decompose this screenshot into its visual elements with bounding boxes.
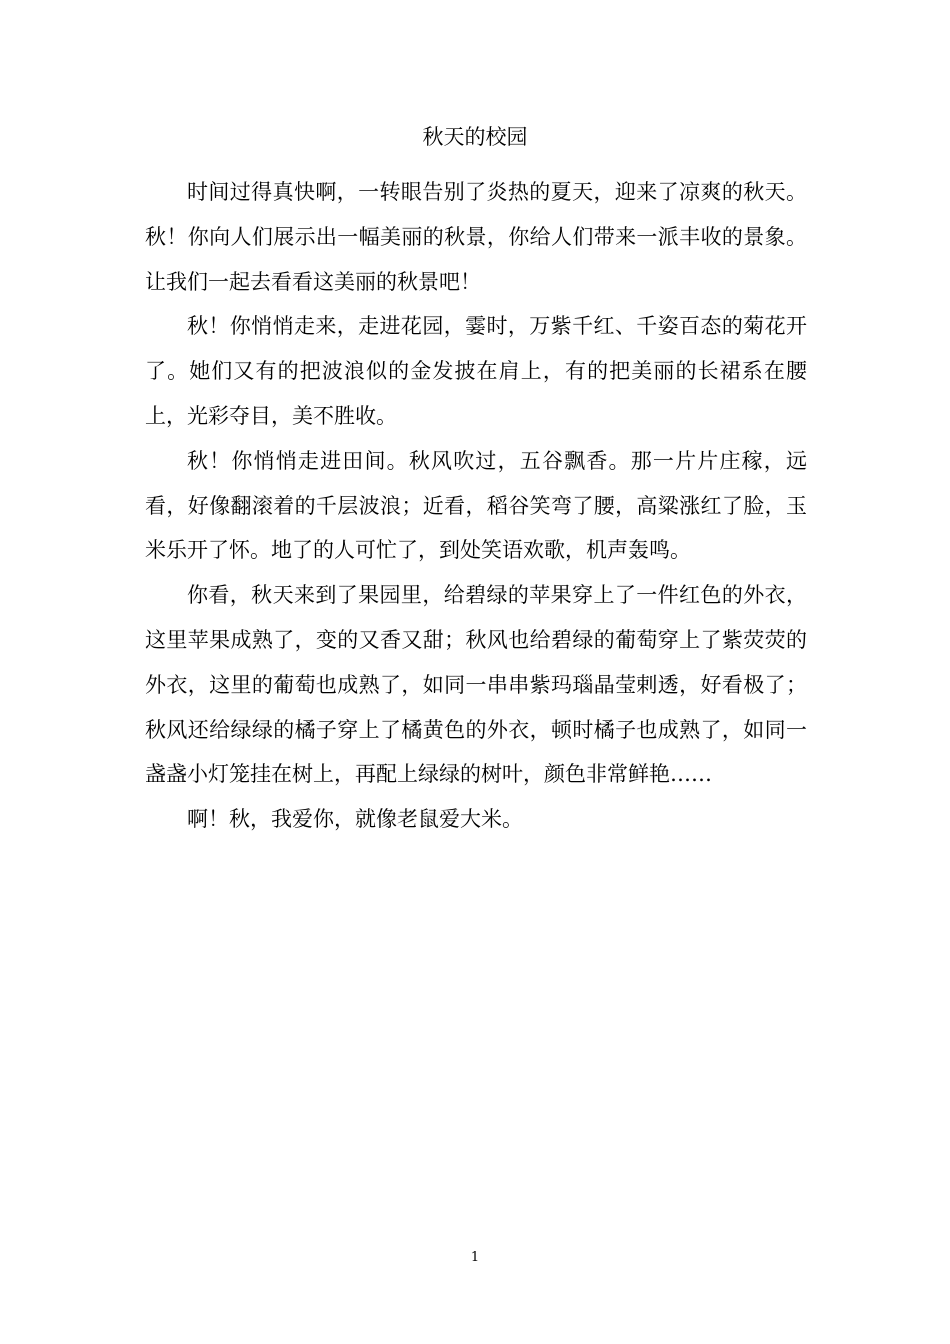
document-body	[145, 170, 807, 842]
page-number: 1	[470, 1250, 480, 1265]
paragraph: 你看，秋天来到了果园里，给碧绿的苹果穿上了一件红色的外衣，这里苹果成熟了，变的又香又甜；秋风也给碧绿的葡萄穿上了紫荧荧的外衣，这里的葡萄也成熟了，如同一串串紫玛瑙晶莹剌透，好看极了；秋风还给绿绿的橘子穿上了橘黄色的外衣，顿时橘子也成熟了，如同一盏盏小灯笼挂在树上，再配上绿绿的树叶，颜色非常鲜艳……	[145, 583, 807, 787]
paragraph: 时间过得真快啊，一转眼告别了炎热的夏天，迎来了凉爽的秋天。秋！你向人们展示出一幅美丽的秋景，你给人们带来一派丰收的景象。让我们一起去看看这美丽的秋景吧！	[145, 180, 807, 294]
document-title: 秋天的校园	[422, 125, 528, 149]
paragraph: 秋！你悄悄走来，走进花园，霎时，万紫千红、千姿百态的菊花开了。她们又有的把波浪似的金发披在肩上，有的把美丽的长裙系在腰上，光彩夺目，美不胜收。	[145, 314, 807, 428]
paragraph: 秋！你悄悄走进田间。秋风吹过，五谷飘香。那一片片庄稼，远看，好像翻滚着的千层波浪；近看，稻谷笑弯了腰，高粱涨红了脸，玉米乐开了怀。地了的人可忙了，到处笑语欢歌，机声轰鸣。	[145, 448, 807, 563]
paragraph: 啊！秋，我爱你，就像老鼠爱大米。	[187, 807, 523, 832]
